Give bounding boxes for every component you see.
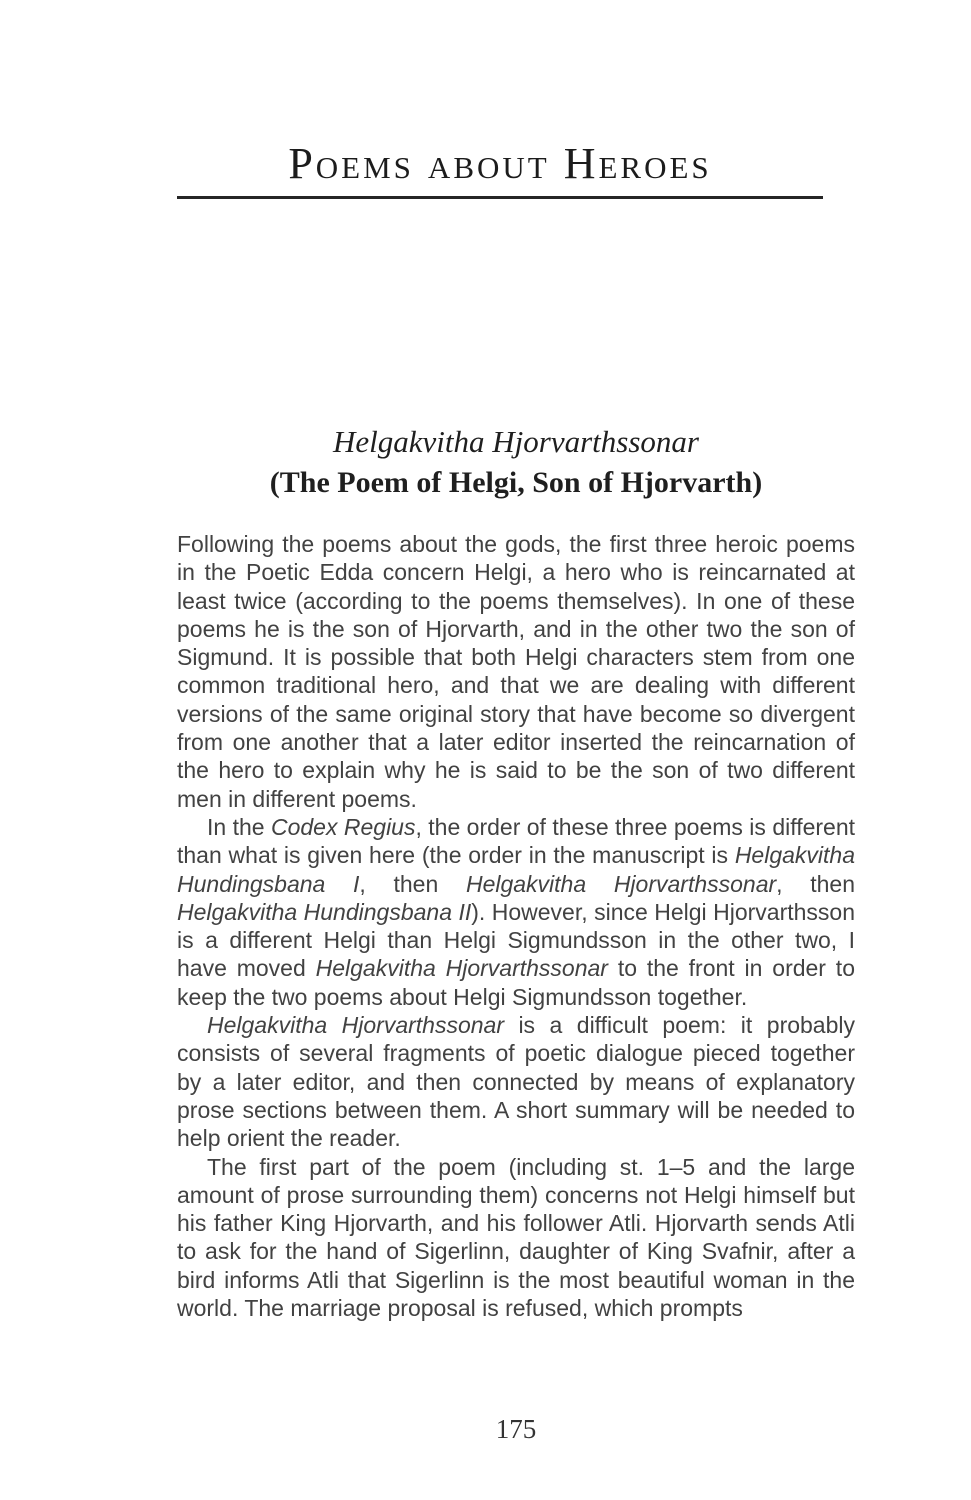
page-number: 175 <box>495 1414 537 1444</box>
italic-text-segment: Helgakvitha Hundingsbana I <box>177 842 855 897</box>
text-segment: to the front in order to keep the two poems about Helgi Sigmundsson together. <box>177 955 855 1010</box>
italic-text-segment: Helgakvitha Hjorvarthssonar <box>315 955 608 982</box>
body-text <box>177 530 855 1322</box>
paragraph <box>177 813 855 1011</box>
paragraph <box>177 1153 855 1323</box>
poem-subtitle: (The Poem of Helgi, Son of Hjorvarth) <box>269 466 763 499</box>
title-rule <box>177 196 823 199</box>
italic-text-segment: Codex Regius <box>270 813 416 840</box>
italic-text-segment: Helgakvitha Hundingsbana II <box>177 898 472 925</box>
paragraph <box>177 530 855 813</box>
text-segment: Following the poems about the gods, the first three heroic poems in the Poetic Edda concern Helgi, a hero who is reincarnated at least twice (according to the poems themselves). In one of these poems he is the son of Hjorvarth, and in the other two the son of Sigmund. It is possible that both Helgi characters stem from one common traditional hero, and that we are dealing with different versions of the same original story that have become so divergent from one another that a later editor inserted the reincarnation of the hero to explain why he is said to be the son of two different men in different poems. <box>177 531 855 812</box>
italic-text-segment: Helgakvitha Hjorvarthssonar <box>207 1012 504 1039</box>
text-segment: , then <box>776 870 855 897</box>
poem-heading <box>177 424 855 501</box>
text-segment: The first part of the poem (including st. 1–5 and the large amount of prose surrounding them) concerns not Helgi himself but his father King Hjorvarth, and his follower Atli. Hjorvarth sends Atli to ask for the hand of Sigerlinn, daughter of King Svafnir, after a bird informs Atli that Sigerlinn is the most beautiful woman in the world. The marriage proposal is refused, which prompts <box>177 1153 855 1322</box>
text-segment: In the <box>207 813 271 840</box>
paragraph <box>177 1011 855 1152</box>
text-segment: is a difficult poem: it probably consists of several fragments of poetic dialogue pieced together by a later editor, and then connected by means of explanatory prose sections between them. A short summary will be needed to help orient the reader. <box>177 1012 855 1152</box>
text-segment: , the order of these three poems is different than what is given here (the order in the manuscript is <box>177 813 856 869</box>
part-title: Poems about Heroes <box>288 139 712 188</box>
italic-text-segment: Helgakvitha Hjorvarthssonar <box>465 870 777 897</box>
poem-title: Helgakvitha Hjorvarthssonar <box>333 424 699 459</box>
text-segment: , then <box>359 870 466 897</box>
part-header <box>177 140 823 188</box>
text-segment: ). However, since Helgi Hjorvarthsson is a different Helgi than Helgi Sigmundsson in the other two, I have moved <box>177 898 855 982</box>
